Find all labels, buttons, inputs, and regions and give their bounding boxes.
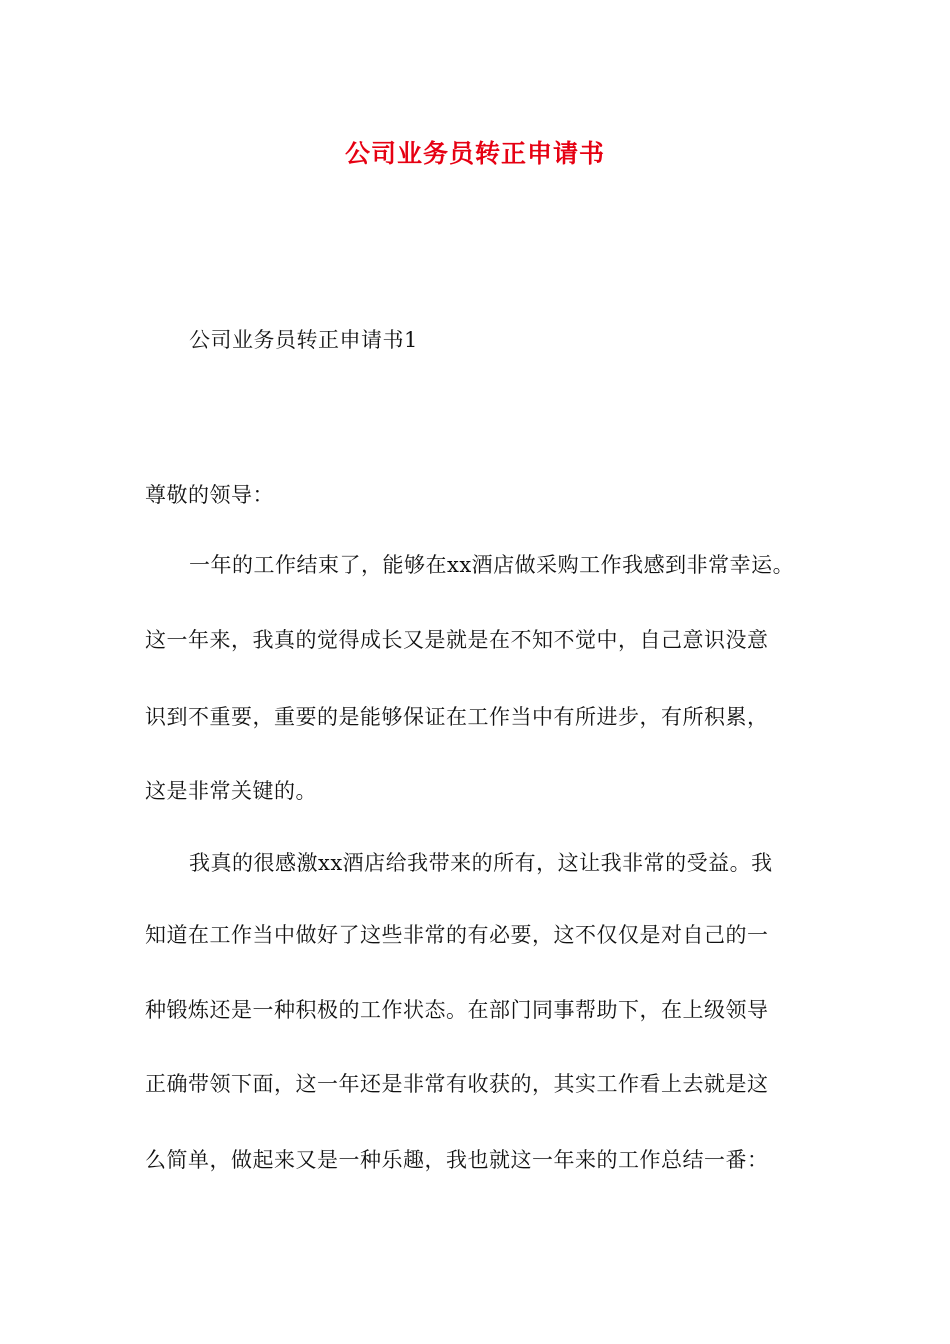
paragraph-line: 我真的很感激xx酒店给我带来的所有，这让我非常的受益。我 [189, 851, 773, 875]
paragraph-line: 么简单，做起来又是一种乐趣，我也就这一年来的工作总结一番： [145, 1148, 769, 1172]
paragraph-line: 这一年来，我真的觉得成长又是就是在不知不觉中，自己意识没意 [145, 628, 769, 652]
salutation: 尊敬的领导： [145, 483, 274, 507]
section-heading: 公司业务员转正申请书1 [189, 328, 418, 352]
paragraph-line: 识到不重要，重要的是能够保证在工作当中有所进步，有所积累， [145, 705, 769, 729]
paragraph-line: 知道在工作当中做好了这些非常的有必要，这不仅仅是对自己的一 [145, 923, 769, 947]
paragraph-line: 这是非常关键的。 [145, 779, 317, 803]
paragraph-line: 种锻炼还是一种积极的工作状态。在部门同事帮助下，在上级领导 [145, 998, 769, 1022]
paragraph-line: 正确带领下面，这一年还是非常有收获的，其实工作看上去就是这 [145, 1072, 769, 1096]
paragraph-line: 一年的工作结束了，能够在xx酒店做采购工作我感到非常幸运。 [189, 553, 795, 577]
document-title: 公司业务员转正申请书 [344, 139, 605, 168]
